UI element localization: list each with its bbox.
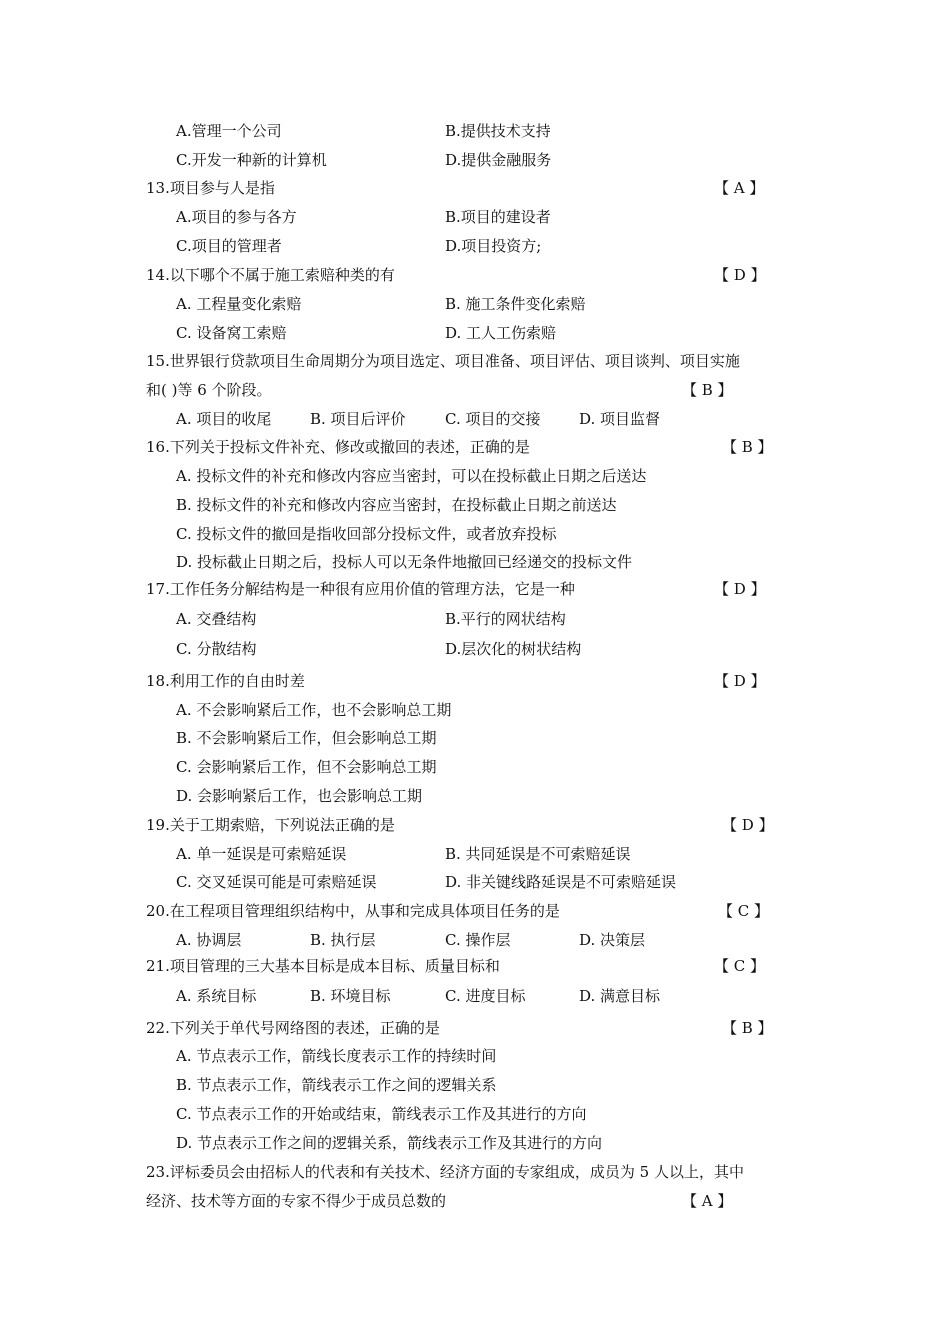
q23-stem-line1: 23.评标委员会由招标人的代表和有关技术、经济方面的专家组成，成员为 5 人以上，其中 [146, 1163, 744, 1181]
q15-stem-line2: 和( )等 6 个阶段。 [146, 381, 272, 399]
q15-option-c: C. 项目的交接 [445, 410, 541, 428]
q19-option-a: A. 单一延误是可索赔延误 [176, 845, 347, 863]
q21-stem: 21.项目管理的三大基本目标是成本目标、质量目标和 [146, 957, 500, 975]
q20-answer: 【 C 】 [718, 902, 770, 920]
q20-option-a: A. 协调层 [176, 931, 242, 949]
q22-stem: 22.下列关于单代号网络图的表述，正确的是 [146, 1019, 440, 1037]
q23-answer: 【 A 】 [682, 1192, 733, 1210]
q12-option-c: C.开发一种新的计算机 [176, 151, 327, 169]
q22-option-c: C. 节点表示工作的开始或结束，箭线表示工作及其进行的方向 [176, 1105, 587, 1123]
q12-option-d: D.提供金融服务 [445, 151, 552, 169]
q16-option-c: C. 投标文件的撤回是指收回部分投标文件，或者放弃投标 [176, 525, 557, 543]
q22-option-b: B. 节点表示工作，箭线表示工作之间的逻辑关系 [176, 1076, 497, 1094]
q15-option-d: D. 项目监督 [579, 410, 661, 428]
q16-option-b: B. 投标文件的补充和修改内容应当密封，在投标截止日期之前送达 [176, 496, 617, 514]
q18-option-d: D. 会影响紧后工作，也会影响总工期 [176, 787, 423, 805]
q17-option-b: B.平行的网状结构 [445, 610, 566, 628]
q12-option-a: A.管理一个公司 [176, 122, 282, 140]
q14-option-b: B. 施工条件变化索赔 [445, 295, 586, 313]
q15-stem-line1: 15.世界银行贷款项目生命周期分为项目选定、项目准备、项目评估、项目谈判、项目实施 [146, 352, 740, 370]
q12-option-b: B.提供技术支持 [445, 122, 551, 140]
q15-answer: 【 B 】 [682, 381, 733, 399]
q16-answer: 【 B 】 [722, 438, 773, 456]
q20-option-b: B. 执行层 [310, 931, 376, 949]
q22-option-d: D. 节点表示工作之间的逻辑关系，箭线表示工作及其进行的方向 [176, 1134, 603, 1152]
q17-option-a: A. 交叠结构 [176, 610, 257, 628]
q20-option-c: C. 操作层 [445, 931, 511, 949]
q18-stem: 18.利用工作的自由时差 [146, 672, 305, 690]
q15-option-b: B. 项目后评价 [310, 410, 406, 428]
q21-option-d: D. 满意目标 [579, 987, 661, 1005]
q21-answer: 【 C 】 [714, 957, 766, 975]
q20-stem: 20.在工程项目管理组织结构中，从事和完成具体项目任务的是 [146, 902, 560, 920]
q23-stem-line2: 经济、技术等方面的专家不得少于成员总数的 [146, 1192, 447, 1210]
q14-option-a: A. 工程量变化索赔 [176, 295, 302, 313]
q20-option-d: D. 决策层 [579, 931, 646, 949]
q18-answer: 【 D 】 [714, 672, 766, 690]
q15-option-a: A. 项目的收尾 [176, 410, 272, 428]
q18-option-c: C. 会影响紧后工作，但不会影响总工期 [176, 758, 437, 776]
q17-option-d: D.层次化的树状结构 [445, 640, 582, 658]
q17-answer: 【 D 】 [714, 580, 766, 598]
q16-stem: 16.下列关于投标文件补充、修改或撤回的表述，正确的是 [146, 438, 530, 456]
q19-option-c: C. 交叉延误可能是可索赔延误 [176, 873, 377, 891]
q21-option-c: C. 进度目标 [445, 987, 526, 1005]
q22-answer: 【 B 】 [722, 1019, 773, 1037]
q17-option-c: C. 分散结构 [176, 640, 257, 658]
q22-option-a: A. 节点表示工作，箭线长度表示工作的持续时间 [176, 1047, 497, 1065]
q14-stem: 14.以下哪个不属于施工索赔种类的有 [146, 266, 395, 284]
q13-option-b: B.项目的建设者 [445, 208, 551, 226]
q14-option-c: C. 设备窝工索赔 [176, 324, 287, 342]
q16-option-a: A. 投标文件的补充和修改内容应当密封，可以在投标截止日期之后送达 [176, 467, 647, 485]
q19-stem: 19.关于工期索赔，下列说法正确的是 [146, 816, 395, 834]
q19-option-d: D. 非关键线路延误是不可索赔延误 [445, 873, 677, 891]
q13-answer: 【 A 】 [714, 179, 765, 197]
q14-option-d: D. 工人工伤索赔 [445, 324, 557, 342]
q17-stem: 17.工作任务分解结构是一种很有应用价值的管理方法，它是一种 [146, 580, 575, 598]
q21-option-a: A. 系统目标 [176, 987, 257, 1005]
q19-answer: 【 D 】 [722, 816, 774, 834]
q13-stem: 13.项目参与人是指 [146, 179, 275, 197]
q13-option-d: D.项目投资方; [445, 237, 542, 255]
q18-option-a: A. 不会影响紧后工作，也不会影响总工期 [176, 701, 452, 719]
q13-option-a: A.项目的参与各方 [176, 208, 297, 226]
q18-option-b: B. 不会影响紧后工作，但会影响总工期 [176, 729, 437, 747]
q19-option-b: B. 共同延误是不可索赔延误 [445, 845, 631, 863]
q14-answer: 【 D 】 [714, 266, 766, 284]
q16-option-d: D. 投标截止日期之后，投标人可以无条件地撤回已经递交的投标文件 [176, 553, 633, 571]
q21-option-b: B. 环境目标 [310, 987, 391, 1005]
q13-option-c: C.项目的管理者 [176, 237, 282, 255]
